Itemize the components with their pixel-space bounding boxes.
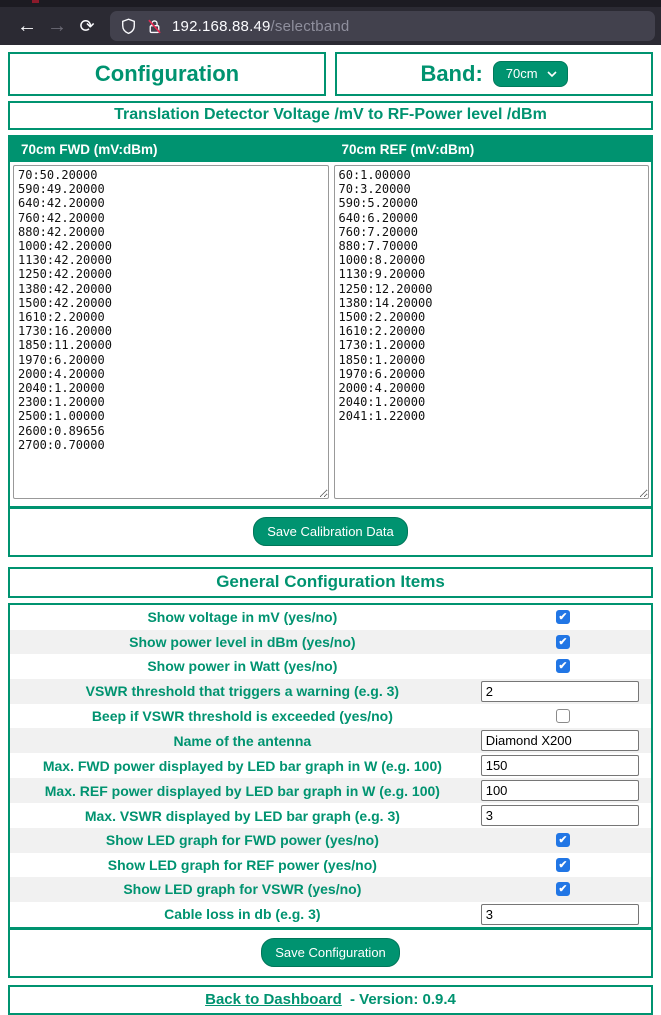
config-row-show-watt: Show power in Watt (yes/no) ✔ [10,654,651,679]
tab-strip [0,0,661,7]
fwd-column-header: 70cm FWD (mV:dBm) [21,142,158,157]
show-dbm-checkbox[interactable] [556,635,570,649]
antenna-name-input[interactable] [481,730,639,751]
page-content [0,45,661,1015]
browser-chrome [0,0,661,45]
shield-icon[interactable] [120,18,137,35]
url-path: /selectband [270,17,350,35]
max-ref-power-input[interactable] [481,780,639,801]
max-vswr-input[interactable] [481,805,639,826]
led-ref-checkbox[interactable] [556,858,570,872]
red-marker-icon [32,0,39,3]
config-row-max-vswr: Max. VSWR displayed by LED bar graph (e.g. 3) 3 [10,803,651,828]
version-text: - Version: 0.9.4 [349,990,456,1008]
general-section-title: General Configuration Items [8,567,653,598]
max-fwd-power-input[interactable] [481,755,639,776]
cable-loss-input[interactable] [481,904,639,925]
back-icon[interactable]: ← [17,15,37,37]
ref-calibration-textarea[interactable] [334,165,650,499]
ref-column-header: 70cm REF (mV:dBm) [341,142,475,157]
band-header-box [335,52,653,96]
band-label: Band: [420,61,483,86]
config-row-show-dbm: Show power level in dBm (yes/no) ✔ [10,630,651,655]
save-calibration-button[interactable]: Save Calibration Data [253,517,407,546]
url-bar[interactable] [110,11,655,41]
band-select[interactable] [493,61,568,87]
band-select-value: 70cm [505,66,538,81]
forward-icon[interactable]: → [47,15,67,37]
led-fwd-checkbox[interactable] [556,833,570,847]
fwd-calibration-textarea[interactable] [13,165,329,499]
show-mv-checkbox[interactable] [556,610,570,624]
calibration-section-title: Translation Detector Voltage /mV to RF-Power level /dBm [8,101,653,130]
config-row-cable-loss: Cable loss in db (e.g. 3) 3 [10,902,651,927]
chevron-down-icon [547,71,557,77]
general-config-table [8,603,653,978]
config-row-max-fwd: Max. FWD power displayed by LED bar graph in W (e.g. 100) 150 [10,753,651,778]
navigation-toolbar [0,7,661,45]
url-text [172,18,349,35]
config-row-vswr-threshold: VSWR threshold that triggers a warning (e.g. 3) 2 [10,679,651,704]
config-row-beep: Beep if VSWR threshold is exceeded (yes/no) [10,704,651,729]
vswr-threshold-input[interactable] [481,681,639,702]
refresh-icon[interactable]: ⟳ [79,16,95,36]
calibration-table-header [10,137,651,162]
beep-checkbox[interactable] [556,709,570,723]
calibration-table [8,135,653,557]
led-vswr-checkbox[interactable] [556,882,570,896]
save-configuration-button[interactable]: Save Configuration [261,938,400,967]
lock-insecure-icon[interactable] [146,18,163,35]
config-row-led-ref: Show LED graph for REF power (yes/no) ✔ [10,853,651,878]
config-row-max-ref: Max. REF power displayed by LED bar graph in W (e.g. 100) 100 [10,778,651,803]
url-host: 192.168.88.49 [172,17,271,35]
config-row-show-mv: Show voltage in mV (yes/no) ✔ [10,605,651,630]
configuration-header-box [8,52,326,96]
page-title: Configuration [94,61,240,86]
config-row-antenna-name: Name of the antenna Diamond X200 [10,728,651,753]
show-watt-checkbox[interactable] [556,659,570,673]
footer [8,985,653,1015]
config-row-led-fwd: Show LED graph for FWD power (yes/no) ✔ [10,828,651,853]
config-row-led-vswr: Show LED graph for VSWR (yes/no) ✔ [10,877,651,902]
back-to-dashboard-link[interactable]: Back to Dashboard [205,990,342,1008]
